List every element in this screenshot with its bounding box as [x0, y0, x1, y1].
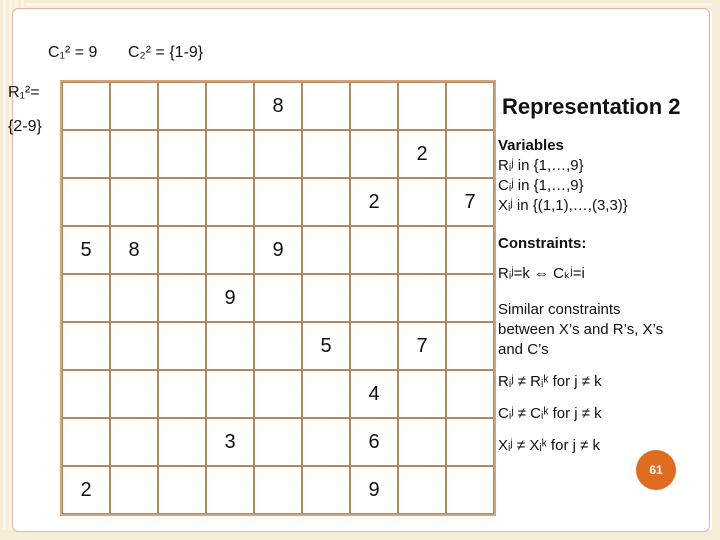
- sudoku-cell: 9: [350, 466, 398, 514]
- slide-title: Representation 2: [502, 94, 681, 119]
- sudoku-cell: [254, 418, 302, 466]
- sudoku-cell: [110, 274, 158, 322]
- sudoku-cell: 7: [446, 178, 494, 226]
- inequality-c: Cᵢʲ ≠ Cᵢᵏ for j ≠ k: [498, 405, 602, 422]
- sudoku-cell: [158, 466, 206, 514]
- sudoku-cell: [158, 274, 206, 322]
- sudoku-cell: [206, 130, 254, 178]
- r1-domain-label: {2-9}: [8, 118, 42, 135]
- sudoku-cell: 3: [206, 418, 254, 466]
- sudoku-cell: [110, 418, 158, 466]
- sudoku-cell: [206, 370, 254, 418]
- sudoku-cell: [206, 178, 254, 226]
- sudoku-cell: [302, 130, 350, 178]
- sudoku-cell: [206, 226, 254, 274]
- sudoku-cell: [158, 322, 206, 370]
- sudoku-cell: [446, 322, 494, 370]
- variable-r: Rᵢʲ in {1,…,9}: [498, 157, 584, 174]
- sudoku-cell: [158, 178, 206, 226]
- similar-constraints-line1: Similar constraints: [498, 301, 621, 318]
- sudoku-cell: 2: [62, 466, 110, 514]
- page-number-badge: 61: [636, 450, 676, 490]
- sudoku-cell: 2: [350, 178, 398, 226]
- sudoku-cell: [62, 370, 110, 418]
- sudoku-cell: [110, 466, 158, 514]
- sudoku-cell: [62, 322, 110, 370]
- sudoku-cell: [350, 322, 398, 370]
- sudoku-cell: [62, 274, 110, 322]
- sudoku-cell: [302, 418, 350, 466]
- sudoku-cell: [302, 466, 350, 514]
- sudoku-cell: [446, 226, 494, 274]
- decorative-border-right: [712, 0, 720, 540]
- sudoku-cell: [110, 370, 158, 418]
- sudoku-cell: [206, 322, 254, 370]
- constraints-heading: Constraints:: [498, 235, 587, 252]
- sudoku-cell: 7: [398, 322, 446, 370]
- constraint-channel: Rᵢʲ=k ⇔ Cₖʲ=i: [498, 265, 585, 282]
- sudoku-cell: [110, 322, 158, 370]
- sudoku-cell: [398, 226, 446, 274]
- sudoku-cell: [254, 370, 302, 418]
- sudoku-cell: [62, 418, 110, 466]
- sudoku-cell: [158, 82, 206, 130]
- sudoku-cell: [206, 466, 254, 514]
- sudoku-cell: 5: [302, 322, 350, 370]
- sudoku-cell: [254, 322, 302, 370]
- sudoku-cell: [62, 178, 110, 226]
- c2-domain-label: C₂² = {1-9}: [128, 44, 204, 61]
- sudoku-cell: [398, 178, 446, 226]
- sudoku-cell: [350, 274, 398, 322]
- sudoku-cell: [110, 130, 158, 178]
- sudoku-cell: [446, 466, 494, 514]
- sudoku-cell: [446, 82, 494, 130]
- sudoku-cell: 9: [254, 226, 302, 274]
- sudoku-cell: [302, 274, 350, 322]
- variable-c: Cᵢʲ in {1,…,9}: [498, 177, 584, 194]
- sudoku-cell: [350, 226, 398, 274]
- sudoku-cell: [446, 418, 494, 466]
- sudoku-cell: [302, 178, 350, 226]
- sudoku-cell: [62, 130, 110, 178]
- sudoku-cell: [350, 130, 398, 178]
- similar-constraints-line3: and C’s: [498, 341, 549, 358]
- sudoku-cell: [158, 418, 206, 466]
- sudoku-cell: [398, 466, 446, 514]
- sudoku-cell: 8: [254, 82, 302, 130]
- sudoku-cell: [158, 226, 206, 274]
- sudoku-cell: 2: [398, 130, 446, 178]
- sudoku-cell: [110, 82, 158, 130]
- sudoku-cell: [158, 370, 206, 418]
- sudoku-cell: [398, 418, 446, 466]
- sudoku-cell: 4: [350, 370, 398, 418]
- sudoku-cell: [302, 226, 350, 274]
- variables-heading: Variables: [498, 137, 564, 154]
- sudoku-cell: 5: [62, 226, 110, 274]
- sudoku-cell: [446, 370, 494, 418]
- sudoku-grid: [60, 80, 496, 516]
- r1-label: R₁²=: [8, 84, 40, 101]
- sudoku-cell: [350, 82, 398, 130]
- sudoku-cell: [206, 82, 254, 130]
- sudoku-cell: [254, 274, 302, 322]
- sudoku-cell: [446, 130, 494, 178]
- sudoku-cell: 6: [350, 418, 398, 466]
- variable-x: Xᵢʲ in {(1,1),…,(3,3)}: [498, 197, 628, 214]
- sudoku-cell: [254, 130, 302, 178]
- similar-constraints-line2: between X’s and R’s, X’s: [498, 321, 664, 338]
- sudoku-cell: [398, 82, 446, 130]
- inequality-x: Xᵢʲ ≠ Xᵢᵏ for j ≠ k: [498, 437, 601, 454]
- inequality-r: Rᵢʲ ≠ Rᵢᵏ for j ≠ k: [498, 373, 602, 390]
- sudoku-cell: [254, 178, 302, 226]
- sudoku-cell: [158, 130, 206, 178]
- sudoku-cell: [110, 178, 158, 226]
- c1-domain-label: C₁² = 9: [48, 44, 98, 61]
- sudoku-cell: [398, 274, 446, 322]
- sudoku-cell: [302, 82, 350, 130]
- sudoku-cell: [446, 274, 494, 322]
- sudoku-cell: [62, 82, 110, 130]
- sudoku-cell: [398, 370, 446, 418]
- sudoku-cell: [254, 466, 302, 514]
- sudoku-cell: 8: [110, 226, 158, 274]
- sudoku-cell: [302, 370, 350, 418]
- sudoku-cell: 9: [206, 274, 254, 322]
